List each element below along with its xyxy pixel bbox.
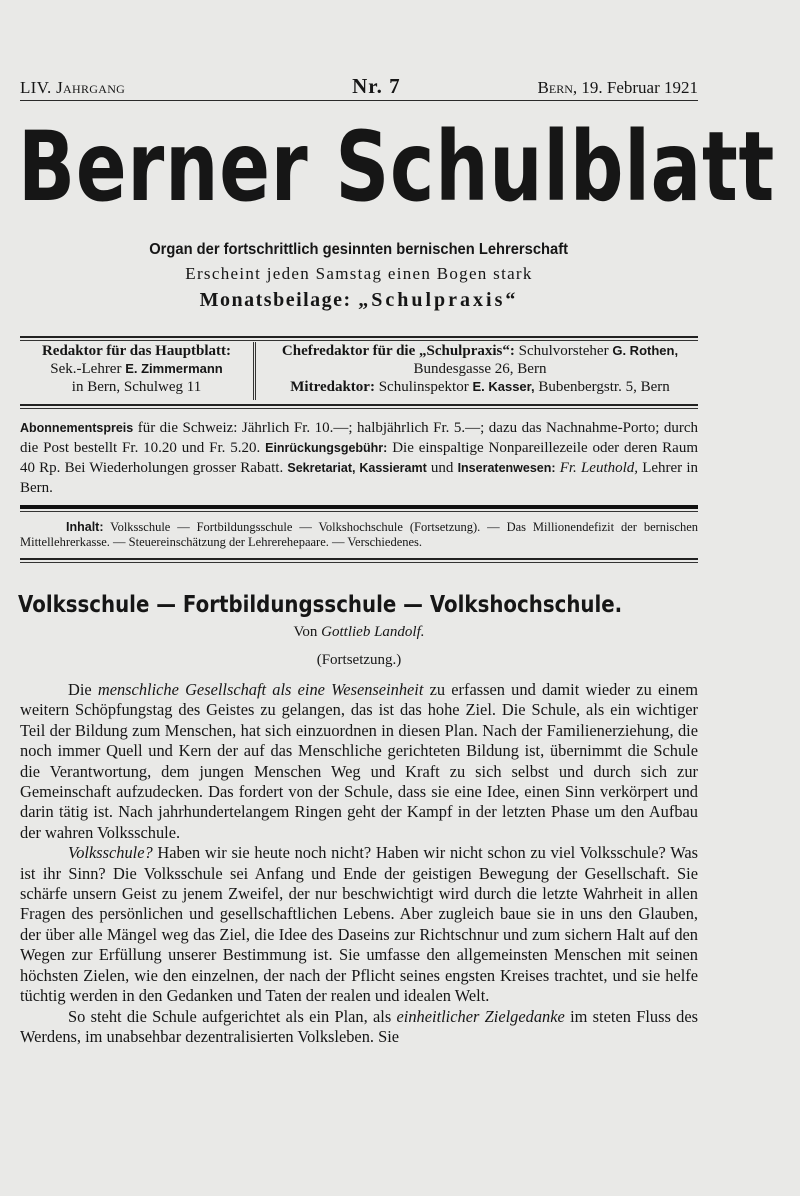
main-editor-name: E. Zimmermann (125, 361, 223, 376)
chief-editor-label: Chefredaktor für die „Schulpraxis“: (281, 343, 515, 359)
divider (20, 336, 698, 341)
supplement-line (0, 286, 718, 314)
article-author: Gottlieb Landolf. (321, 624, 425, 640)
advertising-label: Inseratenwesen: (457, 461, 556, 475)
paragraph-text: zu erfassen und damit wieder zu einem weitern Schöpfungstag des Geistes zu gelangen, das ist das hohe Ziel. Die Schule, als ein wichtiger Teil der Bildung zum Menschen, hat sich einzuordnen in diesen Plan. Nach der Familienerziehung, die noch immer Quell und Kern der auf das Menschliche gerichteten Bildung ist, übernimmt die Schule die Verantwortung, dem jungen Menschen Weg und Kraft zu sich selbst und durch sich zur Gemeinschaft aufzudecken. Das fordert von der Schule, dass sie eine Idee, einen Sinn verkörpert und darin tätig ist. Nach jahrhundertelangem Ringen geht der Kampf in der letzten Phase um den Aufbau der wahren Volksschule. (20, 680, 699, 842)
chief-editor-line (262, 342, 698, 360)
co-editor-address: Bubenbergstr. 5, Bern (534, 379, 670, 395)
chief-editor-title: Schulvorsteher (514, 343, 613, 359)
insertion-fee-text: Die einspaltige Nonpareillezeile oder deren Raum 40 Rp. Bei Wiederholungen grosser Rabatt. (20, 440, 699, 476)
secretariat-name: Fr. Leuthold, (555, 460, 639, 476)
divider (20, 404, 698, 409)
issue-number: Nr. 7 (352, 74, 401, 98)
main-editor-name-line (20, 360, 253, 378)
organ-line: Organ der fortschrittlich gesinnten bernischen Lehrerschaft (149, 241, 569, 258)
main-editor-label: Redaktor für das Hauptblatt: (41, 343, 232, 359)
article-title-text: Volksschule — Fortbildungsschule — Volkshochschule. (18, 592, 623, 618)
divider (20, 558, 698, 563)
supplement-label: Monatsbeilage: (199, 289, 359, 311)
subscription-text: für die Schweiz: Jährlich Fr. 10.—; halbjährlich Fr. 5.—; dazu das Nachnahme-Porto; durch die Post bestellt Fr. 10.20 und Fr. 5.20. (20, 420, 698, 456)
co-editor-label: Mitredaktor: (290, 379, 375, 395)
paragraph-3 (20, 1007, 698, 1048)
main-editor-title: Sek.-Lehrer (50, 361, 126, 377)
paragraph-text: So steht die Schule aufgerichtet als ein Plan, als (68, 1006, 397, 1026)
paragraph-text: Die (68, 680, 98, 699)
contents-label: Inhalt: (66, 520, 104, 534)
date-city: Bern (537, 78, 573, 97)
main-editor-address: in Bern, Schulweg 11 (71, 379, 202, 395)
article-body (20, 680, 698, 1047)
date-text: , 19. Februar 1921 (572, 78, 698, 97)
editors-box (20, 342, 698, 400)
divider (20, 505, 698, 512)
frequency-line: Erscheint jeden Samstag einen Bogen stark (185, 264, 533, 283)
byline-prefix: Von (293, 624, 322, 640)
paragraph-1 (20, 680, 698, 843)
table-of-contents (20, 520, 698, 550)
subscription-info (20, 418, 698, 498)
secretariat-label: Sekretariat, Kassieramt (287, 461, 427, 475)
article-byline (0, 624, 718, 641)
co-editor-line (262, 378, 698, 396)
paragraph-2 (20, 843, 698, 1006)
continuation-note: (Fortsetzung.) (316, 652, 402, 668)
volume-label: LIV. Jahrgang (20, 78, 126, 97)
contents-text: Volksschule — Fortbildungsschule — Volkshochschule (Fortsetzung). — Das Millionendefizit der bernischen Mittellehrerkasse. — Steuereinschätzung der Lehrerehepaare. — Verschiedenes. (20, 520, 698, 549)
secretariat-role: Lehrer in Bern. (20, 460, 699, 496)
main-editor (20, 342, 256, 400)
emphasis-text: einheitlicher Zielgedanke (396, 1006, 565, 1026)
emphasis-text: menschliche Gesellschaft als eine Wesenseinheit (97, 680, 424, 699)
secretariat-connector: und (426, 460, 458, 476)
newspaper-title: Berner Schulblatt (18, 111, 776, 223)
insertion-fee-label: Einrückungsgebühr: (265, 441, 388, 455)
masthead-header-line (20, 74, 698, 99)
paragraph-text: Haben wir sie heute noch nicht? Haben wir nicht schon zu viel Volksschule? Was ist ihr Sinn? Die Volksschule sei Anfang und Ende der geistigen Bewegung der Gesellschaft. Sie schärfe unsern Geist zu jenem Zweifel, der nur beschwichtigt wird durch die letzte Wahrheit in allen Fragen des persönlichen und gesellschaftlichen Lebens. Aber zugleich baue sie in uns den Glauben, der über alle Mängel weg das Ziel, die Idee des Daseins zur Richtschnur und zum sichern Halt auf den Wegen zur Erfüllung unserer Bestimmung ist. Sie umfasse den allgemeinsten Menschen mit seinen höchsten Zielen, wie den einzelnen, der nach der Pflicht seines engsten Kreises trachtet, und sie helfe tüchtig werden in den Gedanken und Taten der realen und idealen Welt. (20, 843, 698, 1006)
masthead-subtitles (0, 238, 718, 314)
issue-date (538, 78, 698, 98)
divider (20, 100, 698, 101)
supplement-name: „Schulpraxis“ (358, 289, 519, 311)
chief-editor-address: Bundesgasse 26, Bern (413, 361, 547, 377)
chief-editor-name: G. Rothen, (612, 343, 679, 358)
paragraph-text: im steten Fluss des Werdens, im unabsehbar dezentralisierten Volksleben. Sie (20, 1006, 698, 1046)
co-editor-name: E. Kasser, (472, 379, 535, 394)
subscription-label: Abonnementspreis (20, 421, 134, 435)
emphasis-text: Volksschule? (68, 843, 153, 863)
article-title (18, 592, 702, 618)
co-editor-title: Schulinspektor (374, 379, 473, 395)
supplement-editors (256, 342, 698, 400)
